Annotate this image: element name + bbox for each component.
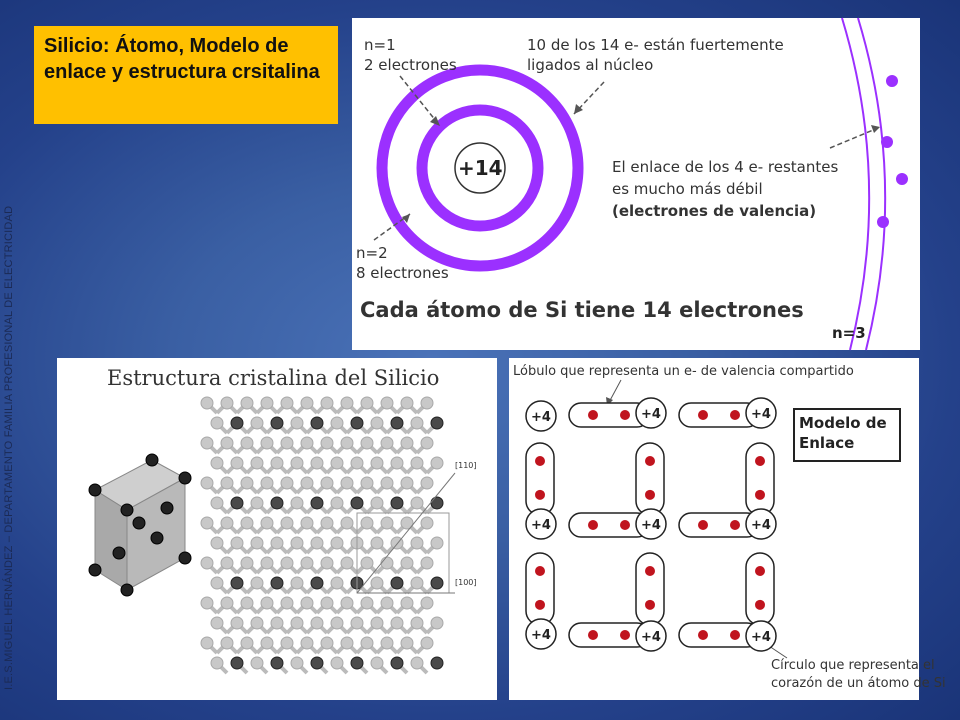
electron-dot bbox=[755, 456, 765, 466]
lattice-atom-dark bbox=[431, 577, 443, 589]
lattice-atom-dark bbox=[351, 657, 363, 669]
lattice-atom bbox=[361, 397, 373, 409]
valence-electron bbox=[896, 173, 908, 185]
unit-cell-atom bbox=[89, 484, 101, 496]
lattice-atom bbox=[281, 437, 293, 449]
lattice-atom bbox=[411, 617, 423, 629]
lattice-atom bbox=[251, 417, 263, 429]
lattice-atom bbox=[221, 637, 233, 649]
core-note-line1: Círculo que representa el bbox=[771, 658, 935, 673]
lattice-atom-dark bbox=[311, 497, 323, 509]
lattice-atom-dark bbox=[311, 417, 323, 429]
lattice-atom bbox=[201, 437, 213, 449]
n2-electrons: 8 electrones bbox=[356, 264, 449, 282]
lattice-atom bbox=[421, 437, 433, 449]
lattice-atom bbox=[381, 437, 393, 449]
side-label: I.E.S.MIGUEL HERNÁNDEZ – DEPARTAMENTO FAMILIA PROFESIONAL DE ELECTRICIDAD bbox=[3, 205, 15, 690]
lattice-atom-dark bbox=[351, 497, 363, 509]
lattice-atom bbox=[251, 617, 263, 629]
lattice-atom bbox=[351, 457, 363, 469]
lattice-atom bbox=[391, 457, 403, 469]
lattice-atom bbox=[371, 617, 383, 629]
lattice-atom bbox=[371, 537, 383, 549]
electron-dot bbox=[535, 456, 545, 466]
inner-note-line2: ligados al núcleo bbox=[527, 56, 654, 74]
crystal-panel bbox=[57, 358, 497, 700]
lattice-atom bbox=[431, 537, 443, 549]
lattice-atom bbox=[361, 477, 373, 489]
lattice-atom bbox=[411, 537, 423, 549]
lattice-atom bbox=[431, 617, 443, 629]
lattice-atom bbox=[291, 497, 303, 509]
electron-dot bbox=[645, 600, 655, 610]
electron-dot bbox=[730, 630, 740, 640]
lattice-atom bbox=[281, 597, 293, 609]
lattice-atom bbox=[411, 457, 423, 469]
lattice-atom bbox=[231, 617, 243, 629]
lattice-atom bbox=[281, 477, 293, 489]
lattice-atom-dark bbox=[311, 577, 323, 589]
inner-note-line1: 10 de los 14 e- están fuertemente bbox=[527, 36, 784, 54]
lattice-atom bbox=[411, 497, 423, 509]
unit-cell-atom bbox=[113, 547, 125, 559]
crystal-lattice bbox=[57, 358, 497, 700]
lattice-atom bbox=[221, 437, 233, 449]
atom-caption: Cada átomo de Si tiene 14 electrones bbox=[360, 298, 804, 322]
lattice-atom bbox=[291, 577, 303, 589]
electron-dot bbox=[698, 630, 708, 640]
arrow-head bbox=[871, 125, 880, 133]
lattice-atom bbox=[271, 457, 283, 469]
direction-axis-110 bbox=[357, 473, 455, 593]
lattice-atom bbox=[341, 437, 353, 449]
valence-electron bbox=[886, 75, 898, 87]
electron-dot bbox=[645, 566, 655, 576]
lattice-atom bbox=[361, 637, 373, 649]
lattice-atom bbox=[251, 577, 263, 589]
lattice-atom bbox=[381, 597, 393, 609]
n2-label: n=2 bbox=[356, 244, 388, 262]
direction-100: [100] bbox=[455, 578, 477, 587]
lattice-atom bbox=[321, 517, 333, 529]
electron-dot bbox=[730, 410, 740, 420]
lattice-atom bbox=[351, 617, 363, 629]
electron-dot bbox=[755, 566, 765, 576]
lattice-atom-dark bbox=[231, 657, 243, 669]
lattice-atom bbox=[321, 597, 333, 609]
lattice-atom bbox=[361, 557, 373, 569]
lattice-atom bbox=[211, 457, 223, 469]
lattice-atom bbox=[401, 557, 413, 569]
core-note-line2: corazón de un átomo de Si bbox=[771, 676, 946, 691]
lattice-atom bbox=[401, 437, 413, 449]
lattice-atom bbox=[301, 557, 313, 569]
lattice-atom-dark bbox=[311, 657, 323, 669]
valence-electron bbox=[881, 136, 893, 148]
lattice-atom bbox=[401, 637, 413, 649]
lattice-atom bbox=[201, 637, 213, 649]
electron-lobe bbox=[746, 553, 774, 625]
core-charge-label: +4 bbox=[531, 628, 551, 643]
lattice-atom bbox=[211, 537, 223, 549]
lattice-atom bbox=[241, 477, 253, 489]
lattice-atom bbox=[281, 557, 293, 569]
valence-note-line3: (electrones de valencia) bbox=[612, 202, 817, 220]
electron-lobe bbox=[636, 443, 664, 515]
lattice-atom bbox=[401, 477, 413, 489]
lattice-atom bbox=[421, 517, 433, 529]
lattice-atom bbox=[301, 477, 313, 489]
lattice-atom bbox=[201, 397, 213, 409]
crystal-title: Estructura cristalina del Silicio bbox=[107, 366, 440, 390]
unit-cell-atom bbox=[89, 564, 101, 576]
core-charge-label: +4 bbox=[641, 630, 661, 645]
lattice-atom bbox=[321, 437, 333, 449]
lattice-atom bbox=[341, 597, 353, 609]
lattice-atom bbox=[241, 557, 253, 569]
core-charge-label: +4 bbox=[751, 630, 771, 645]
lattice-atom bbox=[301, 637, 313, 649]
lattice-atom bbox=[411, 417, 423, 429]
lattice-atom bbox=[261, 437, 273, 449]
electron-dot bbox=[588, 410, 598, 420]
unit-cell-atom bbox=[179, 472, 191, 484]
lattice-atom bbox=[291, 657, 303, 669]
lattice-atom bbox=[301, 517, 313, 529]
electron-dot bbox=[535, 490, 545, 500]
lattice-atom bbox=[431, 457, 443, 469]
lattice-atom-dark bbox=[431, 497, 443, 509]
lattice-atom bbox=[291, 457, 303, 469]
lattice-atom bbox=[391, 617, 403, 629]
lattice-atom bbox=[311, 537, 323, 549]
lattice-atom bbox=[251, 657, 263, 669]
lattice-atom bbox=[241, 397, 253, 409]
arrow-valence bbox=[830, 128, 878, 148]
lattice-atom bbox=[421, 597, 433, 609]
model-title-box bbox=[793, 408, 901, 462]
lattice-atom bbox=[261, 517, 273, 529]
electron-dot bbox=[645, 456, 655, 466]
lattice-atom bbox=[261, 557, 273, 569]
lattice-atom bbox=[371, 497, 383, 509]
lattice-atom bbox=[381, 557, 393, 569]
valence-electron bbox=[877, 216, 889, 228]
electron-lobe bbox=[526, 443, 554, 515]
lattice-atom bbox=[241, 637, 253, 649]
lattice-atom bbox=[201, 477, 213, 489]
nucleus-charge: +14 bbox=[458, 156, 503, 180]
lattice-atom bbox=[291, 617, 303, 629]
lattice-atom bbox=[331, 617, 343, 629]
lattice-atom bbox=[341, 637, 353, 649]
lattice-atom bbox=[221, 477, 233, 489]
lattice-atom-dark bbox=[271, 657, 283, 669]
lattice-atom bbox=[211, 617, 223, 629]
lattice-atom bbox=[401, 397, 413, 409]
lattice-atom bbox=[371, 457, 383, 469]
lattice-atom bbox=[281, 517, 293, 529]
model-title-line1: Modelo de bbox=[799, 414, 887, 432]
lattice-atom bbox=[291, 537, 303, 549]
lattice-atom bbox=[421, 477, 433, 489]
lattice-atom bbox=[311, 617, 323, 629]
core-charge-label: +4 bbox=[531, 410, 551, 425]
lattice-atom bbox=[211, 657, 223, 669]
lattice-atom-dark bbox=[391, 497, 403, 509]
electron-dot bbox=[620, 630, 630, 640]
valence-note-line1: El enlace de los 4 e- restantes bbox=[612, 158, 839, 176]
lattice-atom bbox=[371, 577, 383, 589]
lattice-atom bbox=[281, 397, 293, 409]
lattice-atom bbox=[361, 597, 373, 609]
n1-electrons: 2 electrones bbox=[364, 56, 457, 74]
lattice-atom bbox=[421, 637, 433, 649]
lattice-atom bbox=[261, 477, 273, 489]
unit-cell-atom bbox=[121, 504, 133, 516]
lattice-atom-dark bbox=[391, 577, 403, 589]
core-charge-label: +4 bbox=[641, 518, 661, 533]
electron-lobe bbox=[526, 553, 554, 625]
lattice-atom bbox=[381, 397, 393, 409]
lattice-atom bbox=[331, 537, 343, 549]
electron-dot bbox=[645, 490, 655, 500]
lattice-atom bbox=[221, 597, 233, 609]
lattice-atom bbox=[341, 557, 353, 569]
lattice-atom-dark bbox=[271, 497, 283, 509]
n1-label: n=1 bbox=[364, 36, 396, 54]
lattice-atom bbox=[221, 397, 233, 409]
lattice-atom bbox=[201, 597, 213, 609]
lattice-atom bbox=[261, 597, 273, 609]
atom-panel bbox=[352, 18, 920, 350]
lattice-atom-dark bbox=[271, 417, 283, 429]
lattice-atom bbox=[361, 517, 373, 529]
lattice-atom bbox=[211, 417, 223, 429]
lattice-atom bbox=[221, 557, 233, 569]
lattice-atom bbox=[231, 457, 243, 469]
valence-note-line2: es mucho más débil bbox=[612, 180, 763, 198]
core-charge-label: +4 bbox=[641, 407, 661, 422]
lattice-atom bbox=[271, 537, 283, 549]
lattice-atom bbox=[261, 637, 273, 649]
lattice-atom bbox=[421, 557, 433, 569]
lattice-atom bbox=[211, 577, 223, 589]
lattice-atom bbox=[371, 657, 383, 669]
n3-label: n=3 bbox=[832, 324, 866, 342]
lattice-atom bbox=[341, 517, 353, 529]
electron-dot bbox=[588, 630, 598, 640]
lattice-atom bbox=[291, 417, 303, 429]
electron-lobe bbox=[636, 553, 664, 625]
electron-dot bbox=[535, 600, 545, 610]
lattice-atom bbox=[321, 397, 333, 409]
lattice-atom-dark bbox=[391, 657, 403, 669]
direction-110: [110] bbox=[455, 461, 477, 470]
lattice-atom bbox=[301, 597, 313, 609]
lattice-atom bbox=[321, 557, 333, 569]
unit-cell-atom bbox=[133, 517, 145, 529]
lattice-atom bbox=[271, 617, 283, 629]
unit-cell-atom bbox=[179, 552, 191, 564]
unit-cell-atom bbox=[151, 532, 163, 544]
lattice-atom bbox=[401, 597, 413, 609]
electron-dot bbox=[620, 520, 630, 530]
core-charge-label: +4 bbox=[751, 518, 771, 533]
lattice-atom bbox=[241, 597, 253, 609]
lattice-atom bbox=[411, 657, 423, 669]
lattice-atom bbox=[251, 457, 263, 469]
model-title-line2: Enlace bbox=[799, 434, 855, 452]
lattice-atom-dark bbox=[431, 657, 443, 669]
lattice-atom bbox=[211, 497, 223, 509]
lattice-atom-dark bbox=[231, 497, 243, 509]
slide-title: Silicio: Átomo, Modelo de enlace y estructura crsitalina bbox=[34, 26, 338, 124]
lattice-atom bbox=[281, 637, 293, 649]
lattice-atom bbox=[311, 457, 323, 469]
lattice-atom bbox=[331, 417, 343, 429]
lattice-atom bbox=[261, 397, 273, 409]
lattice-atom bbox=[361, 437, 373, 449]
lattice-atom bbox=[251, 537, 263, 549]
lattice-atom bbox=[421, 397, 433, 409]
electron-lobe bbox=[746, 443, 774, 515]
lattice-atom-dark bbox=[271, 577, 283, 589]
electron-dot bbox=[730, 520, 740, 530]
valence-shell-line-1 bbox=[842, 18, 869, 350]
lattice-atom-dark bbox=[351, 417, 363, 429]
lattice-atom bbox=[231, 537, 243, 549]
electron-dot bbox=[698, 410, 708, 420]
lattice-atom bbox=[321, 637, 333, 649]
core-charge-label: +4 bbox=[531, 518, 551, 533]
electron-dot bbox=[588, 520, 598, 530]
unit-cell bbox=[89, 454, 191, 596]
lattice-atom bbox=[301, 437, 313, 449]
lattice-atom bbox=[241, 437, 253, 449]
unit-cell-atom bbox=[121, 584, 133, 596]
valence-shell-line-2 bbox=[858, 18, 885, 350]
lattice-atom bbox=[331, 577, 343, 589]
lattice-atom bbox=[251, 497, 263, 509]
electron-dot bbox=[620, 410, 630, 420]
lattice-atom bbox=[371, 417, 383, 429]
lattice-atom-dark bbox=[231, 417, 243, 429]
electron-dot bbox=[755, 490, 765, 500]
electron-dot bbox=[755, 600, 765, 610]
lattice-atom bbox=[241, 517, 253, 529]
electron-dot bbox=[698, 520, 708, 530]
lobe-note: Lóbulo que representa un e- de valencia compartido bbox=[513, 364, 854, 379]
unit-cell-atom bbox=[146, 454, 158, 466]
lattice-atom bbox=[341, 477, 353, 489]
lattice-atom-dark bbox=[391, 417, 403, 429]
lattice-atom-dark bbox=[231, 577, 243, 589]
lattice-atom bbox=[381, 517, 393, 529]
lattice-atom bbox=[381, 477, 393, 489]
lattice-atom bbox=[201, 517, 213, 529]
lattice-atom-dark bbox=[431, 417, 443, 429]
lattice-atom bbox=[341, 397, 353, 409]
unit-cell-atom bbox=[161, 502, 173, 514]
lattice-atom bbox=[331, 457, 343, 469]
lattice-atom bbox=[301, 397, 313, 409]
core-charge-label: +4 bbox=[751, 407, 771, 422]
lattice-atom bbox=[331, 497, 343, 509]
lattice-atom bbox=[381, 637, 393, 649]
lattice-atom bbox=[321, 477, 333, 489]
lattice-atom bbox=[201, 557, 213, 569]
electron-dot bbox=[535, 566, 545, 576]
bond-panel bbox=[509, 358, 946, 700]
lattice-atom bbox=[331, 657, 343, 669]
lattice-atom bbox=[411, 577, 423, 589]
lattice-atom bbox=[221, 517, 233, 529]
